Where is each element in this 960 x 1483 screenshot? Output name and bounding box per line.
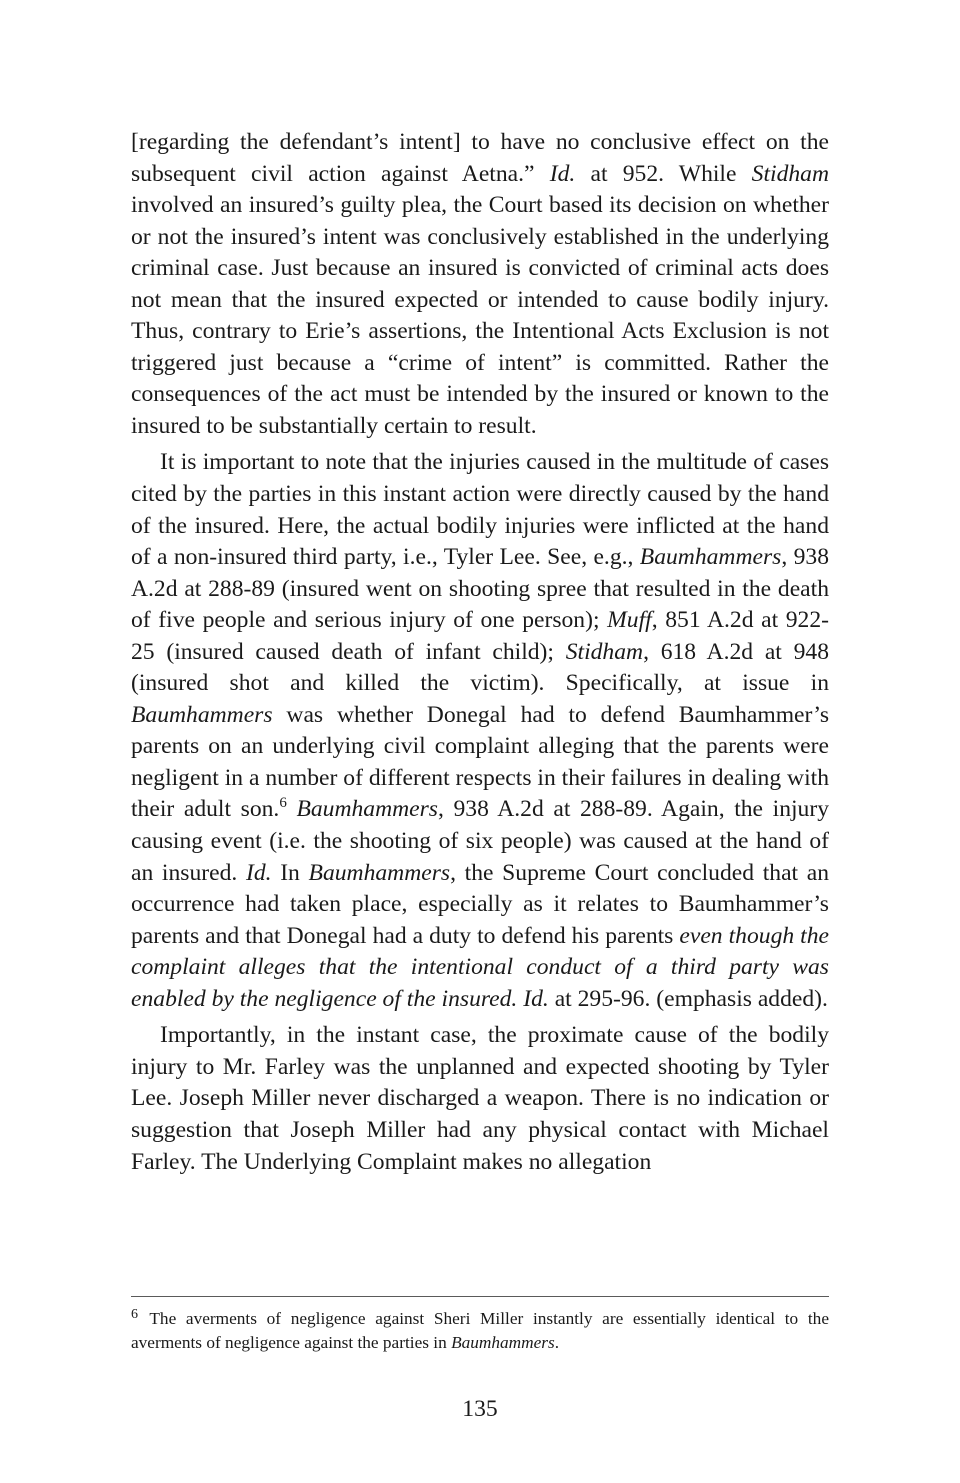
text-run: involved an insured’s guilty plea, the Court based its decision on whether or not the insured’s intent was conclusively established in the underlying criminal case. Just because an insured is convicted of criminal acts does not mean that the insured expected or intended to cause bodily injury. Thus, contrary to Erie’s assertions, the Intentional Acts Exclusion is not triggered just because a “crime of intent” is committed. Rather the consequences of the act must be intended by the insured or known to the insured to be substantially certain to result.: [131, 192, 829, 439]
text-run: In: [271, 859, 309, 886]
text-run: , 938 A.2d at 288-89 (insured went on shooting spree that resulted in the death of five people and serious injury of one person);: [131, 544, 829, 634]
italic-emphasis: even though the complaint alleges that the intentional conduct of a third party was enabled by the negligence of the insured.: [131, 922, 829, 1012]
footnote-6: [131, 1307, 829, 1355]
italic-case-name: Baumhammers: [131, 701, 273, 728]
text-run: Importantly, in the instant case, the proximate cause of the bodily injury to Mr. Farley was the unplanned and expected shooting by Tyler Lee. Joseph Miller never discharged a weapon. There is no indication or suggestion that Joseph Miller had any physical contact with Michael Farley. The Underlying Complaint makes no allegation: [131, 1022, 829, 1175]
footnote-divider: [131, 1296, 829, 1297]
footnote-text: The averments of negligence against Sheri Miller instantly are essentially identical to the averments of negligence against the parties in: [131, 1309, 829, 1352]
italic-case-name: Stidham: [565, 638, 644, 665]
page-number: 135: [462, 1396, 498, 1422]
italic-case-name: Stidham: [751, 160, 829, 187]
italic-case-name: Muff: [607, 607, 652, 634]
text-run: at 952. While: [575, 160, 752, 187]
italic-citation: Id.: [523, 985, 549, 1012]
text-run: [287, 796, 297, 822]
footnote-text: .: [554, 1333, 560, 1352]
text-run: [regarding the defendant’s intent] to have no conclusive effect on the subsequent civil action against Aetna.”: [131, 129, 829, 187]
italic-case-name: Baumhammers: [296, 796, 438, 823]
italic-case-name: Baumhammers: [308, 859, 451, 886]
italic-case-name: Baumhammers: [451, 1333, 555, 1352]
body-text: [131, 127, 829, 1178]
italic-citation: Id.: [245, 859, 272, 886]
text-run: was whether Donegal had to defend Baumhammer’s parents on an underlying civil complaint alleging that the parents were negligent in a number of different respects in their failures in dealing with their adult son.: [131, 701, 829, 823]
italic-citation: Id.: [549, 160, 576, 187]
text-run: , 938 A.2d at 288-89. Again, the injury causing event (i.e. the shooting of six people) was caused at the hand of an insured.: [131, 796, 829, 886]
footnote-number: 6: [131, 1307, 138, 1322]
paragraph-3: [131, 1020, 829, 1178]
paragraph-2: [131, 447, 829, 1015]
footnote-area: [131, 1307, 829, 1355]
text-run: at 295-96. (emphasis added).: [548, 985, 828, 1012]
text-run: It is important to note that the injuries caused in the multitude of cases cited by the parties in this instant action were directly caused by the hand of the insured. Here, the actual bodily injuries were inflicted at the hand of a non-insured third party, i.e., Tyler Lee. See, e.g.,: [131, 449, 829, 571]
text-run: , the Supreme Court concluded that an occurrence had taken place, especially as it relates to Baumhammer’s parents and that Donegal had a duty to defend his parents: [131, 859, 830, 949]
text-run: , 851 A.2d at 922-25 (insured caused death of infant child);: [131, 607, 830, 665]
text-run: , 618 A.2d at 948 (insured shot and killed the victim). Specifically, at issue in: [131, 638, 829, 697]
paragraph-1: [131, 127, 829, 442]
footnote-reference[interactable]: 6: [279, 795, 287, 812]
italic-case-name: Baumhammers: [639, 544, 782, 571]
